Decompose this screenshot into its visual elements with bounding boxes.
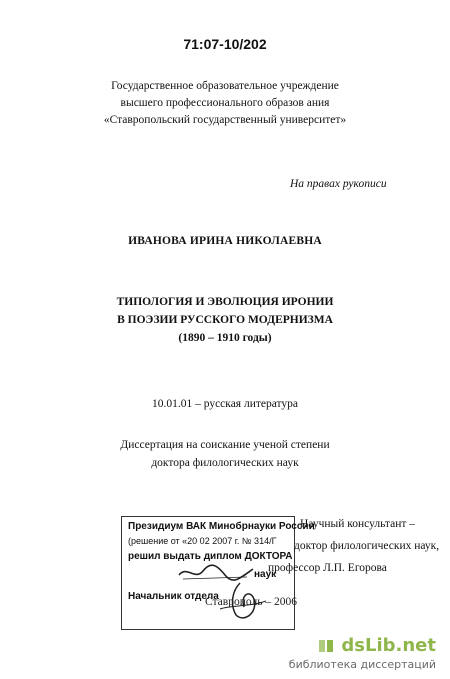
watermark-logo-text: dsLib.net [341,635,436,656]
specialty: 10.01.01 – русская литература [151,398,299,410]
title-line-1: ТИПОЛОГИЯ И ЭВОЛЮЦИЯ ИРОНИИ [116,296,334,308]
consultant-line-1: Научный консультант – [300,518,415,530]
rights-note: На правах рукописи [290,178,387,190]
watermark-subtitle: библиотека диссертаций [288,658,436,671]
degree-block [0,436,450,472]
dissertation-title [0,293,450,347]
institution-line: «Ставропольский государственный университет» [103,114,347,126]
institution-block [0,78,450,129]
institution-line: высшего профессионального образов ания [120,97,330,109]
consultant-line-2: доктор филологических наук, [294,540,440,552]
stamp-line-2: (решение от «20 02 2007 г. № 314/Г [128,536,277,546]
degree-line-2: доктора филологических наук [151,457,299,469]
city-year: Ставрополь – 2006 [205,596,297,608]
watermark [289,635,436,671]
stamp-line-1: Президиум ВАК Минобрнауки России [128,521,315,532]
title-line-2: В ПОЭЗИИ РУССКОГО МОДЕРНИЗМА [117,314,333,326]
consultant-line-3: профессор Л.П. Егорова [268,562,387,574]
author-name: ИВАНОВА ИРИНА НИКОЛАЕВНА [128,235,322,247]
stamp-line-5: Начальник отдела [128,591,219,602]
watermark-logo [289,635,436,656]
stamp-line-3: решил выдать диплом ДОКТОРА [128,551,293,562]
title-years: (1890 – 1910 годы) [178,332,272,344]
document-code: 71:07-10/202 [183,36,267,52]
consultant-block [268,513,440,579]
institution-line: Государственное образовательное учреждение [111,80,339,92]
book-icon [317,637,335,655]
stamp-line-4: наук [254,569,277,580]
degree-line-1: Диссертация на соискание ученой степени [120,439,330,451]
